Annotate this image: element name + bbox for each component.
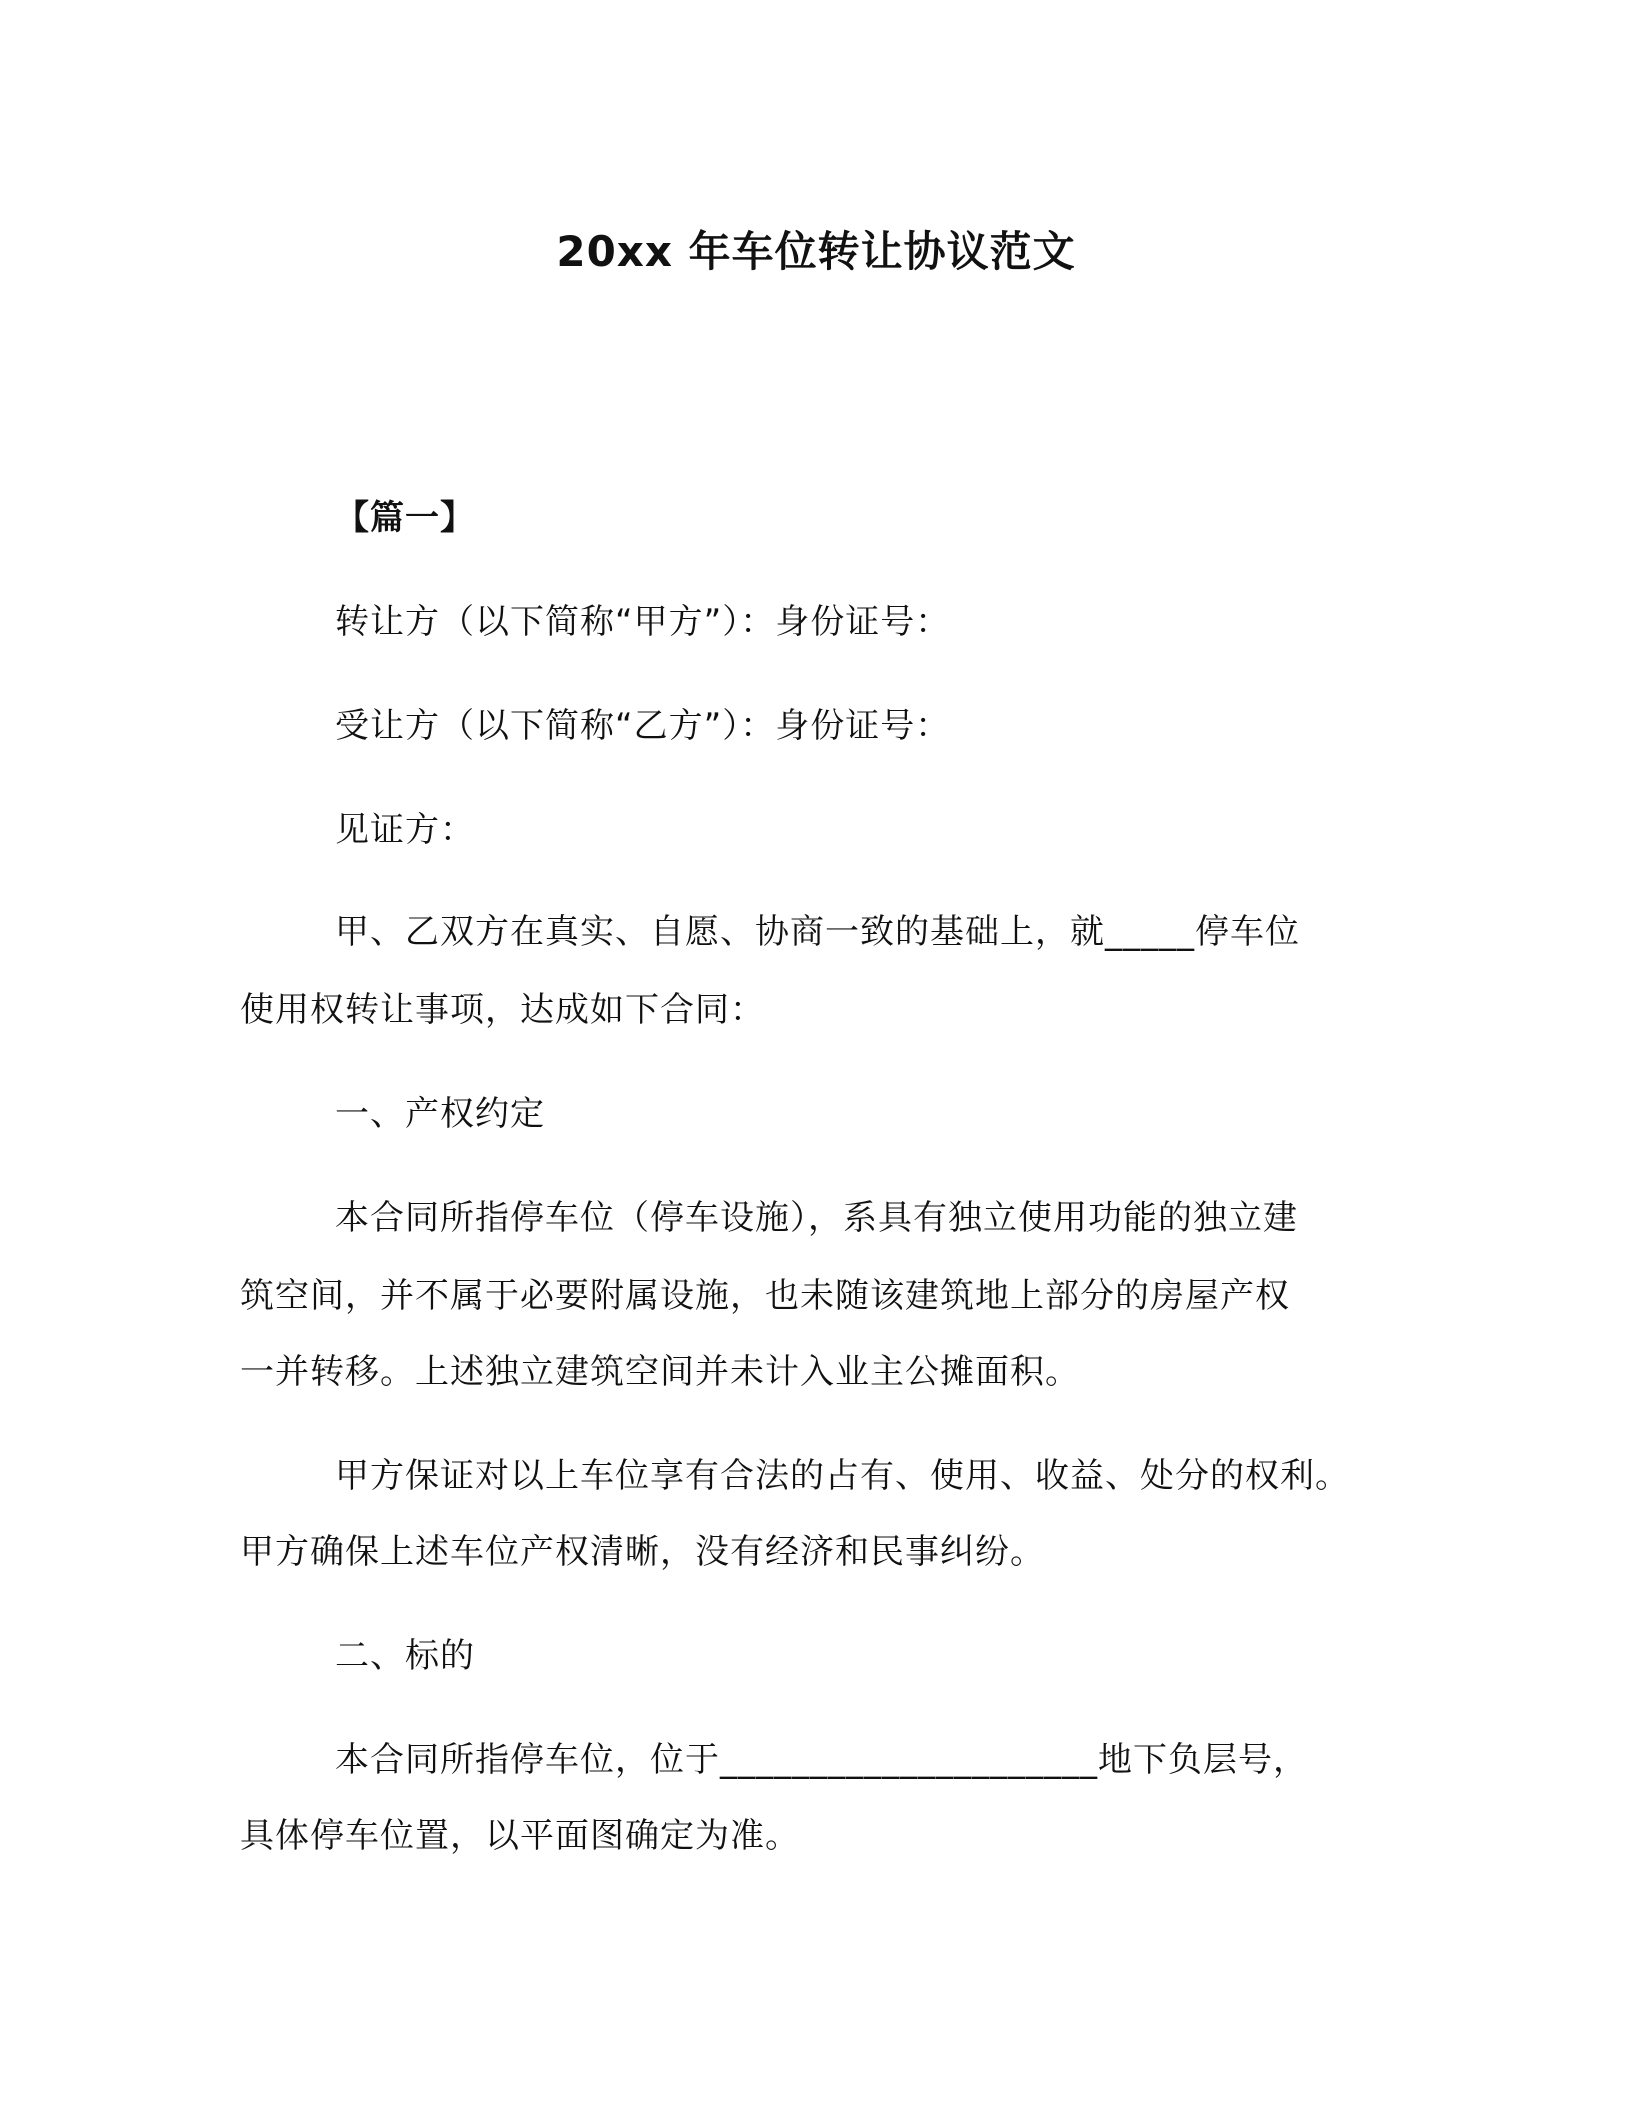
heading-subject: 二、标的 bbox=[335, 1636, 475, 1676]
guarantee-para-line-2: 甲方确保上述车位产权清晰，没有经济和民事纠纷。 bbox=[240, 1532, 1045, 1572]
document-title: 20xx 年车位转让协议范文 bbox=[556, 227, 1076, 276]
subject-para-line-1: 本合同所指停车位，位于_____________________地下负层号， bbox=[335, 1740, 1308, 1780]
heading-property-rights: 一、产权约定 bbox=[335, 1094, 545, 1134]
property-para-line-2: 筑空间，并不属于必要附属设施，也未随该建筑地上部分的房屋产权 bbox=[240, 1276, 1290, 1316]
subject-para-line-2: 具体停车位置，以平面图确定为准。 bbox=[240, 1816, 800, 1856]
section-label: 【篇一】 bbox=[335, 498, 475, 538]
transferee-line: 受让方（以下简称“乙方”）：身份证号： bbox=[335, 706, 951, 746]
transferor-line: 转让方（以下简称“甲方”）：身份证号： bbox=[335, 602, 951, 642]
property-para-line-3: 一并转移。上述独立建筑空间并未计入业主公摊面积。 bbox=[240, 1352, 1080, 1392]
preamble-line-1: 甲、乙双方在真实、自愿、协商一致的基础上，就_____停车位 bbox=[335, 912, 1300, 952]
witness-line: 见证方： bbox=[335, 810, 475, 850]
guarantee-para-line-1: 甲方保证对以上车位享有合法的占有、使用、收益、处分的权利。 bbox=[335, 1456, 1350, 1496]
preamble-line-2: 使用权转让事项，达成如下合同： bbox=[240, 990, 765, 1030]
property-para-line-1: 本合同所指停车位（停车设施），系具有独立使用功能的独立建 bbox=[335, 1198, 1298, 1238]
